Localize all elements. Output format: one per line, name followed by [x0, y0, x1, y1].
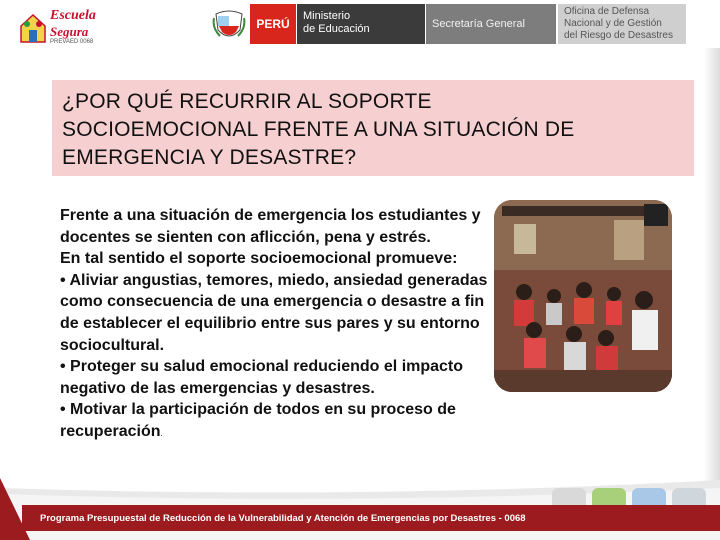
classroom-photo [494, 200, 672, 392]
bullet-motivar-text: • Motivar la participación de todos en su proceso de recuperación [60, 401, 456, 440]
bullet-motivar [60, 399, 500, 444]
program-footer-bar [22, 505, 720, 531]
bullet-aliviar: • Aliviar angustias, temores, miedo, ansiedad generadas como consecuencia de una emergencia o desastre a fin de establecer el equilibrio entre sus pares y su entorno sociocultural. [60, 271, 488, 354]
oficina-line-2: Nacional y de Gestión [564, 18, 662, 29]
logo-line-2: Segura [50, 24, 89, 39]
intro-paragraph: Frente a una situación de emergencia los estudiantes y docentes se sienten con aflicción, pena y estrés. [60, 207, 481, 246]
ministry-line-1: Ministerio [303, 10, 351, 22]
ministry-line-2: de Educación [303, 23, 370, 35]
classroom-photo-image [494, 200, 672, 392]
right-edge-shadow [704, 48, 720, 503]
slide-title-box [52, 80, 694, 176]
escuela-segura-logo [14, 4, 126, 46]
program-footer-text: Programa Presupuestal de Reducción de la Vulnerabilidad y Atención de Emergencias por Desastres - 0068 [40, 512, 526, 524]
oficina-label [558, 4, 686, 44]
ministry-label [297, 4, 425, 44]
house-icon [18, 12, 48, 44]
title-line-2: SOCIOEMOCIONAL FRENTE A UNA SITUACIÓN DE [62, 118, 575, 141]
title-line-1: ¿POR QUÉ RECURRIR AL SOPORTE [62, 90, 432, 113]
header-bar [0, 0, 720, 50]
title-line-3: EMERGENCIA Y DESASTRE? [62, 146, 357, 169]
logo-line-1: Escuela [50, 8, 96, 23]
body-text [60, 205, 500, 445]
peru-crest-icon [212, 8, 246, 42]
bullet-proteger: • Proteger su salud emocional reduciendo el impacto negativo de las emergencias y desastres. [60, 358, 464, 397]
secretaria-label: Secretaría General [426, 4, 556, 44]
peru-label: PERÚ [250, 4, 296, 44]
logo-line-3: PREVAED 0068 [50, 39, 94, 45]
oficina-line-3: del Riesgo de Desastres [564, 30, 673, 41]
trailing-period: . [160, 428, 163, 438]
slide-title [62, 88, 684, 172]
oficina-line-1: Oficina de Defensa [564, 6, 650, 17]
promotes-paragraph: En tal sentido el soporte socioemocional promueve: [60, 250, 458, 268]
